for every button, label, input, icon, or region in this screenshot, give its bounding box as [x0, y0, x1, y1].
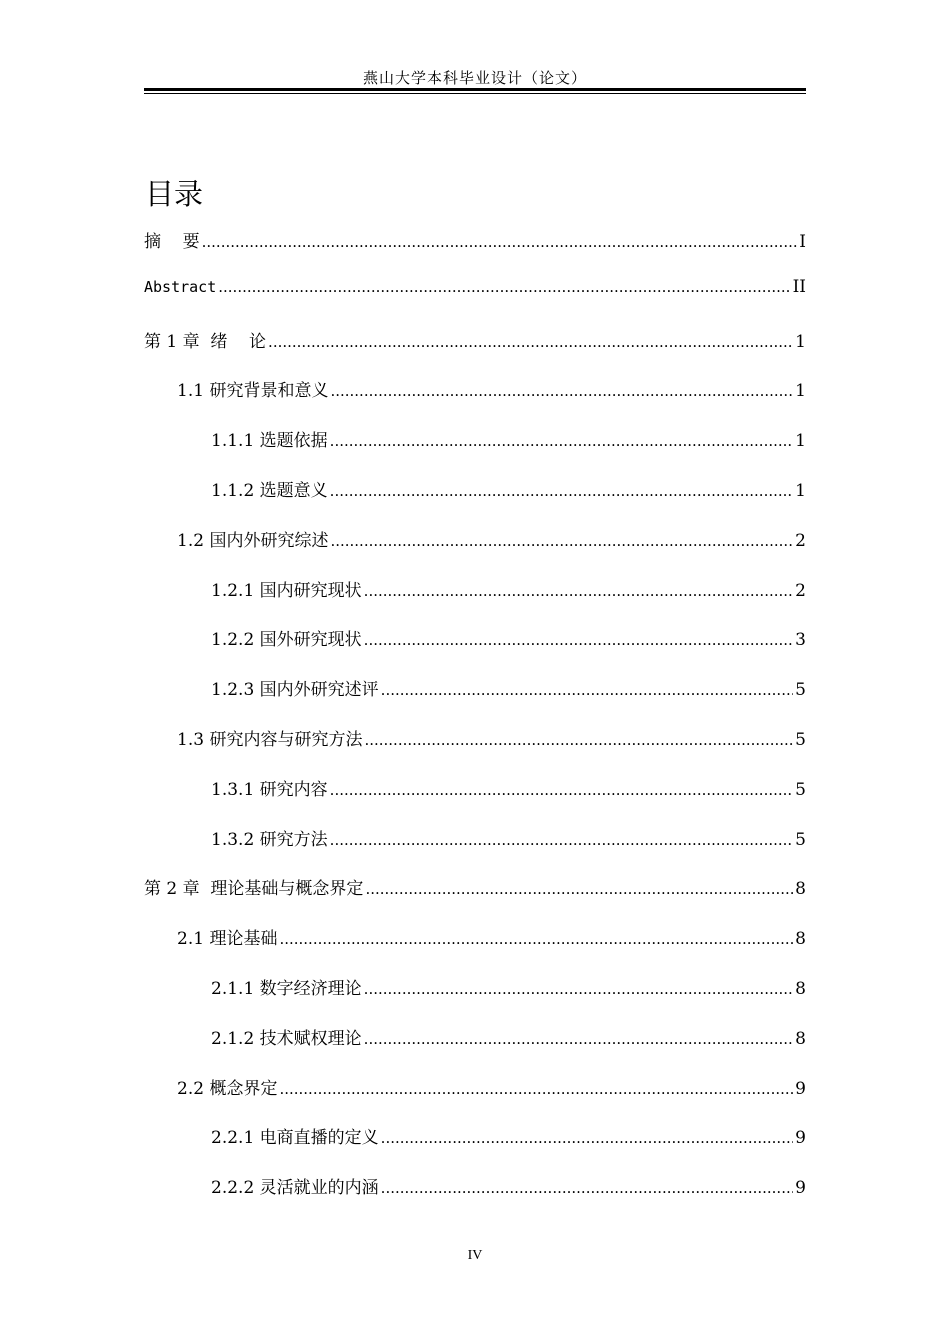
toc-entry-page: 1	[795, 331, 806, 352]
toc-entry-label: 1.3.1 研究内容	[211, 779, 328, 800]
toc-entry-page: 8	[795, 978, 806, 999]
toc-entry-page: 8	[795, 879, 806, 900]
toc-entry-label: Abstract	[144, 277, 217, 296]
dot-leader	[364, 731, 793, 749]
toc-entry-label: 2.2.1 电商直播的定义	[211, 1128, 379, 1149]
toc-entry-page: 3	[795, 630, 806, 651]
toc-entry-label: 1.1 研究背景和意义	[177, 381, 329, 402]
toc-entry-label: 1.1.1 选题依据	[211, 431, 328, 452]
toc-entry-label: 1.3 研究内容与研究方法	[177, 729, 363, 750]
toc-entry-page: I	[799, 232, 806, 252]
toc-entry-label: 第 1 章 绪 论	[144, 331, 267, 352]
toc-entry-page: 1	[795, 381, 806, 402]
toc-entry-label: 1.2 国内外研究综述	[177, 530, 329, 551]
dot-leader	[364, 582, 794, 600]
dot-leader	[364, 631, 794, 649]
toc-entry-label: 1.3.2 研究方法	[211, 829, 328, 850]
dot-leader	[330, 482, 794, 500]
toc-entry-page: 9	[795, 1078, 806, 1099]
toc-entry[interactable]	[144, 277, 806, 327]
toc-entry-page: 8	[795, 1028, 806, 1049]
toc-entry-page: 9	[795, 1128, 806, 1149]
table-of-contents	[144, 227, 806, 1223]
dot-leader	[364, 980, 794, 998]
toc-entry-page: 2	[795, 530, 806, 551]
dot-leader	[279, 1080, 793, 1098]
toc-entry[interactable]	[144, 327, 806, 377]
toc-entry-page: 9	[795, 1178, 806, 1199]
toc-entry-label: 2.1.1 数字经济理论	[211, 978, 362, 999]
header-rule-thin	[144, 93, 806, 94]
toc-entry[interactable]	[144, 725, 806, 775]
toc-entry[interactable]	[144, 526, 806, 576]
toc-entry[interactable]	[144, 825, 806, 875]
toc-entry[interactable]	[144, 1123, 806, 1173]
toc-entry-page: 5	[795, 779, 806, 800]
toc-entry[interactable]	[144, 874, 806, 924]
header-rule-thick	[144, 88, 806, 91]
dot-leader	[364, 1030, 794, 1048]
toc-entry-page: 1	[795, 431, 806, 452]
toc-entry-page: 2	[795, 580, 806, 601]
toc-entry[interactable]	[144, 974, 806, 1024]
toc-entry[interactable]	[144, 1173, 806, 1223]
toc-entry-page: 8	[795, 929, 806, 950]
toc-entry-label: 第 2 章 理论基础与概念界定	[144, 879, 364, 900]
toc-entry-label: 1.1.2 选题意义	[211, 480, 328, 501]
toc-entry[interactable]	[144, 1074, 806, 1124]
toc-entry[interactable]	[144, 576, 806, 626]
dot-leader	[279, 930, 793, 948]
dot-leader	[268, 333, 793, 351]
dot-leader	[330, 532, 793, 550]
toc-entry-page: 5	[795, 729, 806, 750]
toc-entry-label: 1.2.1 国内研究现状	[211, 580, 362, 601]
running-header: 燕山大学本科毕业设计（论文）	[362, 69, 587, 87]
dot-leader	[202, 233, 798, 251]
dot-leader	[381, 1179, 794, 1197]
toc-entry[interactable]	[144, 376, 806, 426]
toc-entry-page: II	[792, 276, 806, 297]
toc-entry-label: 2.2.2 灵活就业的内涵	[211, 1178, 379, 1199]
toc-entry[interactable]	[144, 625, 806, 675]
toc-entry-label: 摘 要	[144, 232, 200, 252]
toc-entry-page: 5	[795, 829, 806, 850]
toc-title: 目录	[145, 177, 204, 211]
dot-leader	[381, 681, 794, 699]
toc-entry-label: 2.2 概念界定	[177, 1078, 278, 1099]
dot-leader	[330, 831, 794, 849]
toc-entry-label: 2.1.2 技术赋权理论	[211, 1028, 362, 1049]
toc-entry-label: 1.2.3 国内外研究述评	[211, 680, 379, 701]
toc-entry[interactable]	[144, 426, 806, 476]
toc-entry-page: 1	[795, 480, 806, 501]
toc-entry[interactable]	[144, 924, 806, 974]
dot-leader	[218, 278, 790, 296]
toc-entry[interactable]	[144, 1024, 806, 1074]
toc-entry[interactable]	[144, 476, 806, 526]
page-number: IV	[467, 1248, 483, 1263]
dot-leader	[381, 1129, 794, 1147]
toc-entry-label: 1.2.2 国外研究现状	[211, 630, 362, 651]
toc-entry[interactable]	[144, 675, 806, 725]
toc-entry-page: 5	[795, 680, 806, 701]
toc-entry[interactable]	[144, 775, 806, 825]
dot-leader	[330, 781, 794, 799]
dot-leader	[365, 880, 793, 898]
toc-entry-label: 2.1 理论基础	[177, 929, 278, 950]
dot-leader	[330, 382, 793, 400]
toc-entry[interactable]	[144, 227, 806, 277]
dot-leader	[330, 432, 794, 450]
